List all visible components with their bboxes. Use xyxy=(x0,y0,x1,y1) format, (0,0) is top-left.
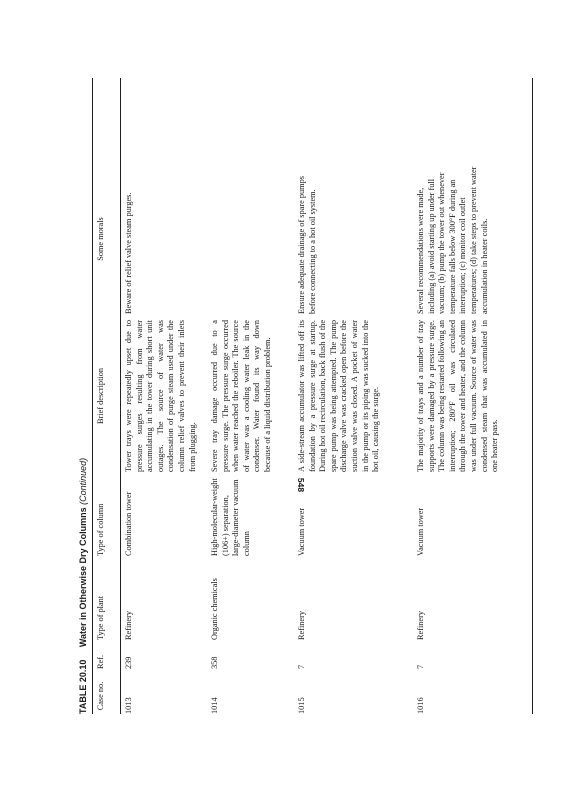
row-column: Vacuum tower xyxy=(416,507,425,556)
table-title: Water in Otherwise Dry Columns xyxy=(78,507,88,648)
row-ref: 7 xyxy=(297,664,306,669)
row-plant: Refinery xyxy=(124,610,133,640)
row-case: 1013 xyxy=(124,697,133,714)
header-morals: Some morals xyxy=(96,217,105,261)
row-description: The majority of trays and a number of tray supports were damaged by a pressure surge. The column was being restarted following an interruption; 280°F oil was circulated through the tower and heater, and the column was under full vacuum. Source of water was condensed steam that was accumulated in one heater pass. xyxy=(416,320,500,472)
row-description: Severe tray damage occurred due to a pressure surge. The pressure surge occurred when water reached the reboiler. The source of water was a cooling water leak in the condenser. Water found its way down because of a liquid distribution problem. xyxy=(210,320,272,472)
bottom-rule xyxy=(532,78,533,714)
header-ref: Ref. xyxy=(96,654,105,669)
row-column: High-molecular-weight (106+) separation, large-diameter vacuum column xyxy=(210,478,251,556)
row-morals: Ensure adequate drainage of spare pumps before connecting to a hot oil system. xyxy=(297,176,317,314)
row-plant: Refinery xyxy=(416,610,425,640)
row-morals: Beware of relief valve steam purges. xyxy=(124,192,133,314)
header-plant: Type of plant xyxy=(96,595,105,640)
row-description: Tower trays were repeatedly upset due to pressure surges resulting from water accumulating in the tower during short unit outages. The source of water was condensation of purge steam used under the column relief valves to prevent their inlets from plugging. xyxy=(124,320,197,472)
header-case: Case no. xyxy=(96,681,105,711)
page-number: 548 xyxy=(296,477,307,493)
row-case: 1016 xyxy=(416,697,425,714)
row-column: Vacuum tower xyxy=(297,507,306,556)
table-number: TABLE 20.10 xyxy=(78,659,88,714)
row-case: 1015 xyxy=(297,697,306,714)
row-column: Combination tower xyxy=(124,491,133,556)
table-caption xyxy=(78,458,88,714)
top-rule xyxy=(92,78,93,714)
row-morals: Several recommendations were made, including (a) avoid starting up under full vacuum; (b) pump the tower out whenever temperature falls below 300°F during an interruption; (c) monitor coil outlet temperatures; (d) take steps to prevent water accumulation in heater coils. xyxy=(416,166,489,314)
table-continued: (Continued) xyxy=(78,457,88,505)
row-plant: Refinery xyxy=(297,610,306,640)
row-plant: Organic chemicals xyxy=(210,578,219,640)
header-description: Brief description xyxy=(96,368,105,424)
header-rule xyxy=(120,78,121,714)
row-case: 1014 xyxy=(210,697,219,714)
row-ref: 358 xyxy=(210,656,219,669)
header-column: Type of column xyxy=(96,503,105,556)
row-ref: 7 xyxy=(416,664,425,669)
row-ref: 239 xyxy=(124,656,133,669)
row-description: A side-stream accumulator was lifted off its foundation by a pressure surge at startup. During hot oil recirculation, back flush of the spare pump was being attempted. The pump discharge valve was cracked open before the suction valve was closed. A pocket of water in the pump or its piping was sucked into the hot oil, causing the surge. xyxy=(297,320,381,472)
